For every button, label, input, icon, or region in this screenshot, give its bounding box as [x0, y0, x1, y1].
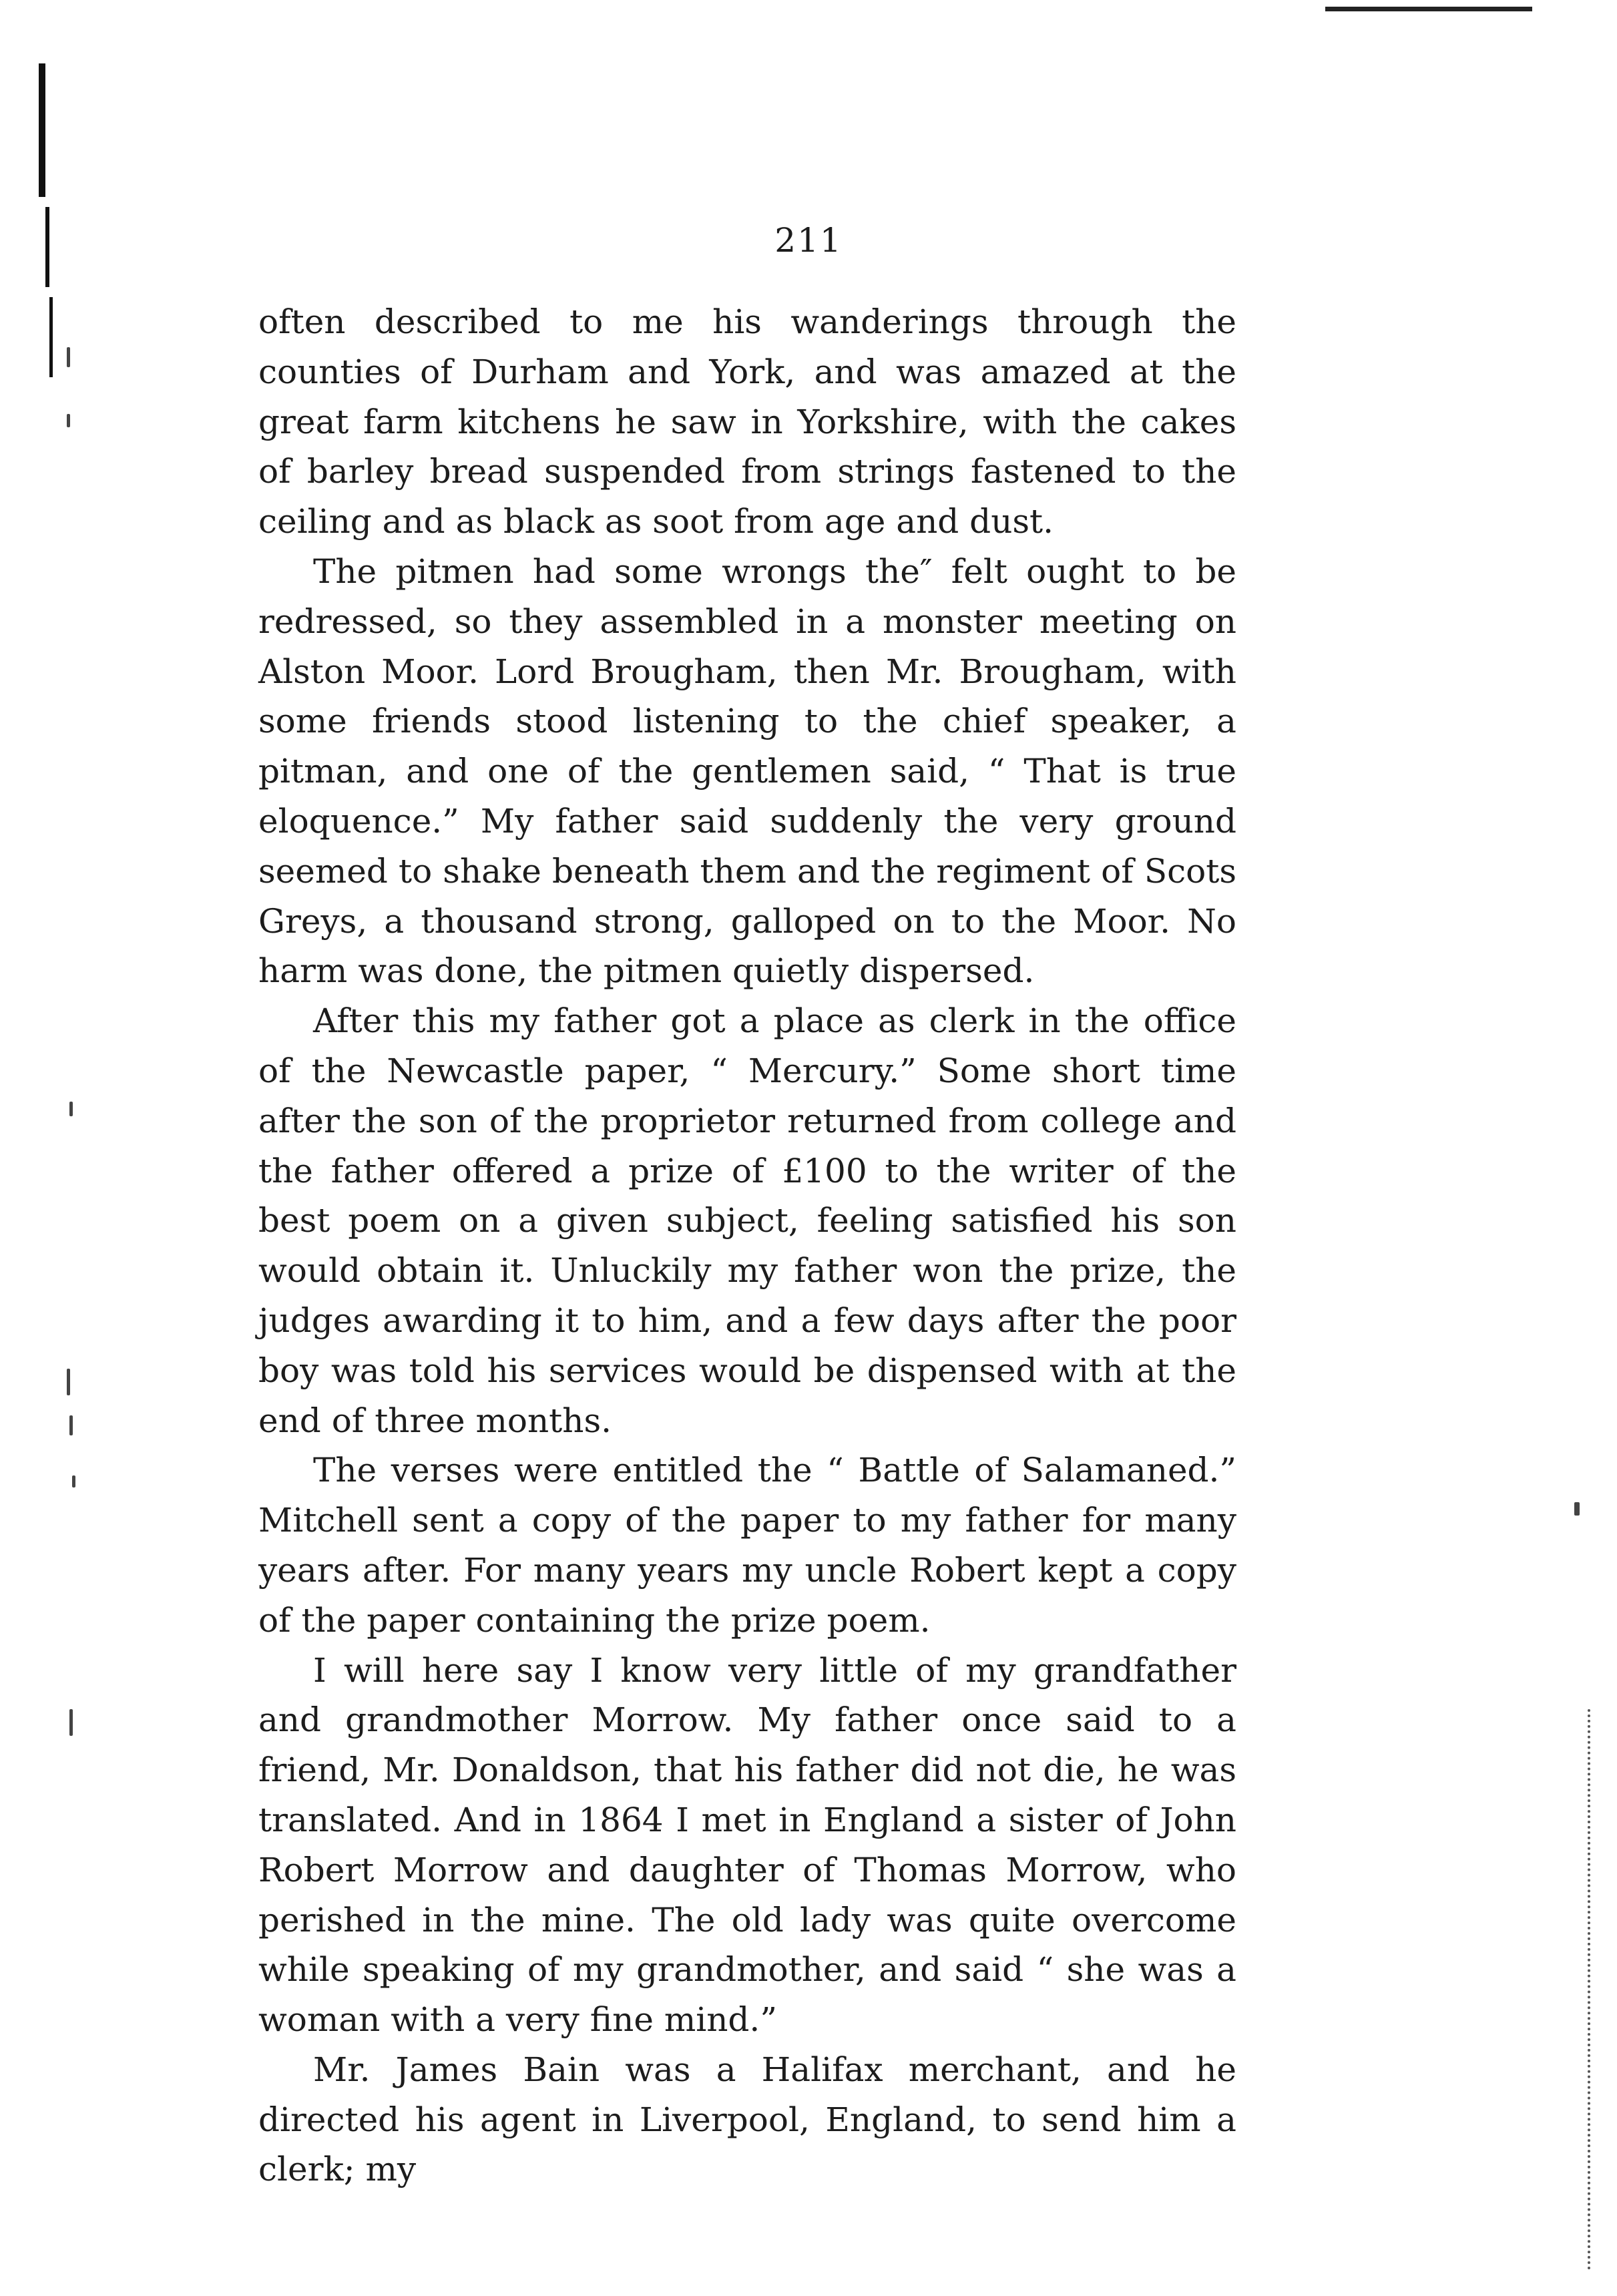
- scan-speck: [69, 1709, 73, 1736]
- scan-right-edge-dots: [1588, 1709, 1596, 2270]
- scan-speck: [69, 1102, 73, 1116]
- scan-speck: [72, 1475, 75, 1487]
- paragraph: After this my father got a place as clerk in the office of the Newcastle paper, “ Mercury.” Some short time after the son of the proprietor returned from college and the father offered a prize of £100 to the writer of the best poem on a given subject, feeling satisfied his son would obtain it. Unluckily my father won the prize, the judges awarding it to him, and a few days after the poor boy was told his services would be dispensed with at the end of three months.: [258, 1001, 1236, 1440]
- paragraph: The pitmen had some wrongs the″ felt ought to be redressed, so they assembled in a monster meeting on Alston Moor. Lord Brougham, then Mr. Brougham, with some friends stood listening to the chief speaker, a pitman, and one of the gentlemen said, “ That is true eloquence.” My father said suddenly the very ground seemed to shake beneath them and the regiment of Scots Greys, a thousand strong, galloped on to the Moor. No harm was done, the pitmen quietly dispersed.: [258, 551, 1236, 991]
- page-number: 211: [774, 221, 843, 260]
- scan-left-edge-mark: [49, 297, 53, 377]
- scan-speck: [1574, 1502, 1580, 1516]
- scan-top-rule: [1325, 7, 1532, 11]
- body-text: [258, 297, 1236, 2195]
- scan-speck: [69, 1415, 73, 1435]
- paragraph: often described to me his wanderings through the counties of Durham and York, and was amazed at the great farm kitchens he saw in Yorkshire, with the cakes of barley bread suspended from strings fastened to the ceiling and as black as soot from age and dust.: [258, 302, 1236, 541]
- paragraph: The verses were entitled the “ Battle of Salamaned.” Mitchell sent a copy of the paper to my father for many years after. For many years my uncle Robert kept a copy of the paper containing the prize poem.: [258, 1451, 1236, 1640]
- scan-speck: [67, 1369, 70, 1395]
- paragraph: I will here say I know very little of my grandfather and grandmother Morrow. My father once said to a friend, Mr. Donaldson, that his father did not die, he was translated. And in 1864 I met in England a sister of John Robert Morrow and daughter of Thomas Morrow, who perished in the mine. The old lady was quite overcome while speaking of my grandmother, and said “ she was a woman with a very fine mind.”: [258, 1650, 1236, 2040]
- scan-speck: [67, 414, 70, 427]
- scan-speck: [67, 347, 70, 367]
- paragraph: Mr. James Bain was a Halifax merchant, and he directed his agent in Liverpool, England, to send him a clerk; my: [258, 2050, 1236, 2189]
- scan-left-edge-mark: [39, 63, 45, 197]
